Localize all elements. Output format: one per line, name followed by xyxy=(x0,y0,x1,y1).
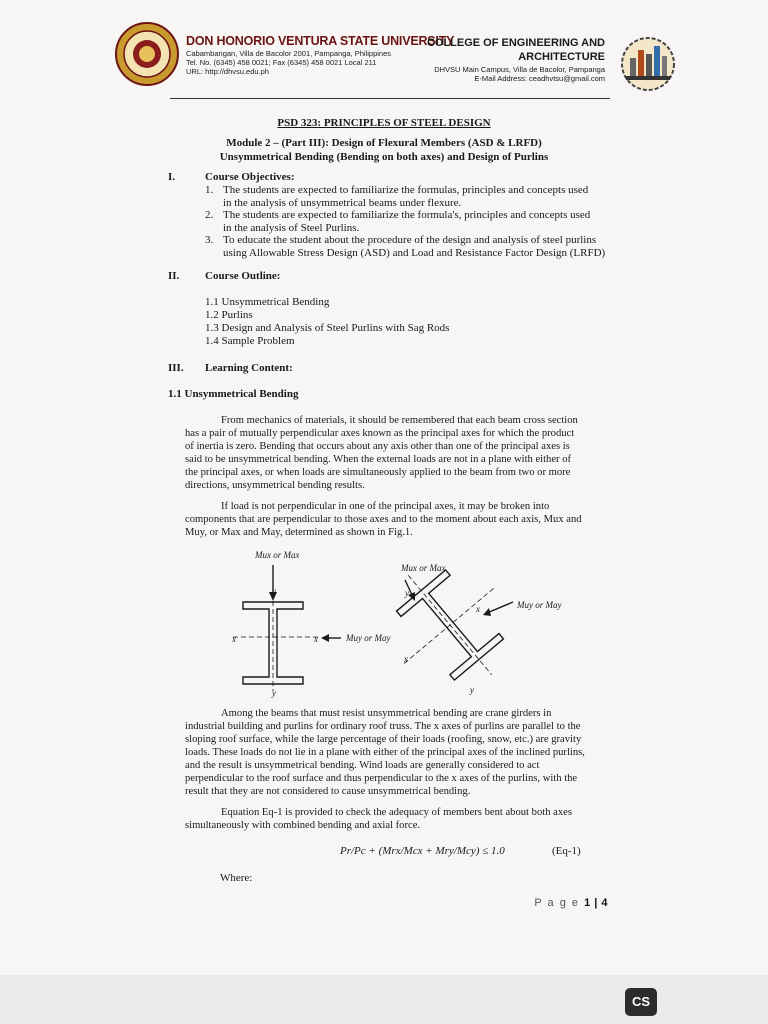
axis-y-label: y xyxy=(272,688,276,698)
college-logo xyxy=(612,36,684,92)
page-num: 1 | 4 xyxy=(584,897,608,909)
college-campus: DHVSU Main Campus, Villa de Bacolor, Pampanga xyxy=(434,65,605,74)
paragraph-line: Equation Eq-1 is provided to check the adequacy of members bent about both axes xyxy=(221,807,572,818)
paragraph-2 xyxy=(185,500,618,539)
paragraph-line: If load is not perpendicular in one of the principal axes, it may be broken into xyxy=(221,501,550,512)
paragraph-line: perpendicular to the roof surface and thus perpendicular to the x axes of the purlins, with the xyxy=(185,773,578,784)
page-label: P a g e xyxy=(534,897,580,909)
university-phone: Tel. No. (6345) 458 0021; Fax (6345) 458 0021 Local 211 xyxy=(186,58,377,67)
objective-2-line2: in the analysis of Steel Purlins. xyxy=(223,222,360,234)
paragraph-3 xyxy=(185,707,618,798)
paragraph-line: result that they are not considered to cause unsymmetrical bending. xyxy=(185,786,471,797)
module-title-line2: Unsymmetrical Bending (Bending on both axes) and Design of Purlins xyxy=(219,151,549,163)
figure-1-diagram xyxy=(225,545,565,695)
section-i-number: I. xyxy=(168,171,176,183)
university-address: Cabambangan, Villa de Bacolor 2001, Pampanga, Philippines xyxy=(186,49,392,58)
paragraph-line: industrial building and purlins for ordinary roof truss. The x axes of purlins are parallel to the xyxy=(185,721,581,732)
objective-3-line1: To educate the student about the procedure of the design and analysis of steel purlins xyxy=(223,234,597,246)
paragraph-line: has a pair of mutually perpendicular axes known as the principal axes for which the product xyxy=(185,428,575,439)
axis-x-label: x xyxy=(232,634,236,644)
objective-2-line1: The students are expected to familiarize the formula's, principles and concepts used xyxy=(223,209,591,221)
axis-y-label: y xyxy=(272,586,276,596)
paragraph-line: and the result is unsymmetrical bending. Wind loads are generally considered to act xyxy=(185,760,540,771)
objective-3-number: 3. xyxy=(205,234,214,246)
paragraph-line: sloping roof surface, while the large percentage of their loads (roofing, snow, etc.) are gravity xyxy=(185,734,582,745)
paragraph-line: the principal axes, or when loads are simultaneously applied to the beam from two or more xyxy=(185,467,571,478)
axis-x-label: x xyxy=(314,634,318,644)
college-name-line1: COLLEGE OF ENGINEERING AND xyxy=(426,37,605,49)
paragraph-line: directions, unsymmetrical bending results. xyxy=(185,480,365,491)
paragraph-1 xyxy=(185,414,618,492)
subsection-title: 1.1 Unsymmetrical Bending xyxy=(168,388,299,400)
outline-item: 1.1 Unsymmetrical Bending xyxy=(205,296,330,308)
figure-label-right: Muy or May xyxy=(517,600,562,610)
objective-1-number: 1. xyxy=(205,184,214,196)
figure-label-top-left: Mux or Max xyxy=(255,550,300,560)
axis-x-label: x xyxy=(476,604,480,614)
section-ii-title: Course Outline: xyxy=(205,270,281,282)
paragraph-line: said to be unsymmetrical bending. When the external loads are not in a plane with either of xyxy=(185,454,572,465)
section-i-title: Course Objectives: xyxy=(205,171,295,183)
section-ii-number: II. xyxy=(168,270,180,282)
module-title-line1: Module 2 – (Part III): Design of Flexural Members (ASD & LRFD) xyxy=(226,137,542,149)
axis-y-label: y xyxy=(405,588,409,598)
section-iii-number: III. xyxy=(168,362,184,374)
university-name: DON HONORIO VENTURA STATE UNIVERSITY xyxy=(186,34,455,48)
objective-2-number: 2. xyxy=(205,209,214,221)
paragraph-line: of inertia is zero. Bending that occurs about any axis other than one of the principal axes is xyxy=(185,441,570,452)
college-name-line2: ARCHITECTURE xyxy=(518,51,605,63)
outline-item: 1.4 Sample Problem xyxy=(205,335,295,347)
where-label: Where: xyxy=(220,872,253,884)
figure-label-top-right: Mux or Max xyxy=(401,563,446,573)
paragraph-line: Muy, or Max and May, determined as shown in Fig.1. xyxy=(185,527,413,538)
objective-3-line2: using Allowable Stress Design (ASD) and Load and Resistance Factor Design (LRFD) xyxy=(223,247,606,259)
course-title: PSD 323: PRINCIPLES OF STEEL DESIGN xyxy=(277,117,491,129)
paragraph-4 xyxy=(185,806,618,832)
section-iii-title: Learning Content: xyxy=(205,362,293,374)
outline-item: 1.3 Design and Analysis of Steel Purlins with Sag Rods xyxy=(205,322,450,334)
axis-y-label: y xyxy=(470,685,474,695)
paragraph-line: loads. These loads do not lie in a plane with either of the principal axes of the inclined purlins, xyxy=(185,747,585,758)
figure-label-mid-left: Muy or May xyxy=(346,633,391,643)
paragraph-line: components that are perpendicular to those axes and to the moment about each axis, Mux and xyxy=(185,514,582,525)
equation-tag: (Eq-1) xyxy=(552,845,581,857)
page-number xyxy=(534,897,608,909)
equation-eq1: Pr/Pc + (Mrx/Mcx + Mry/Mcy) ≤ 1.0 xyxy=(340,845,505,857)
paragraph-line: From mechanics of materials, it should be remembered that each beam cross section xyxy=(221,415,578,426)
objective-1-line1: The students are expected to familiarize the formulas, principles and concepts used xyxy=(223,184,589,196)
paragraph-line: simultaneously with combined bending and axial force. xyxy=(185,820,421,831)
university-url: URL: http://dhvsu.edu.ph xyxy=(186,67,269,76)
camscanner-badge-icon: CS xyxy=(625,988,657,1016)
header-divider xyxy=(170,98,610,99)
paragraph-line: Among the beams that must resist unsymmetrical bending are crane girders in xyxy=(221,708,552,719)
university-seal-logo xyxy=(115,22,179,86)
outline-item: 1.2 Purlins xyxy=(205,309,253,321)
college-email: E-Mail Address: ceadhvtsu@gmail.com xyxy=(474,74,605,83)
axis-x-label: x xyxy=(404,654,408,664)
objective-1-line2: in the analysis of unsymmetrical beams under flexure. xyxy=(223,197,462,209)
